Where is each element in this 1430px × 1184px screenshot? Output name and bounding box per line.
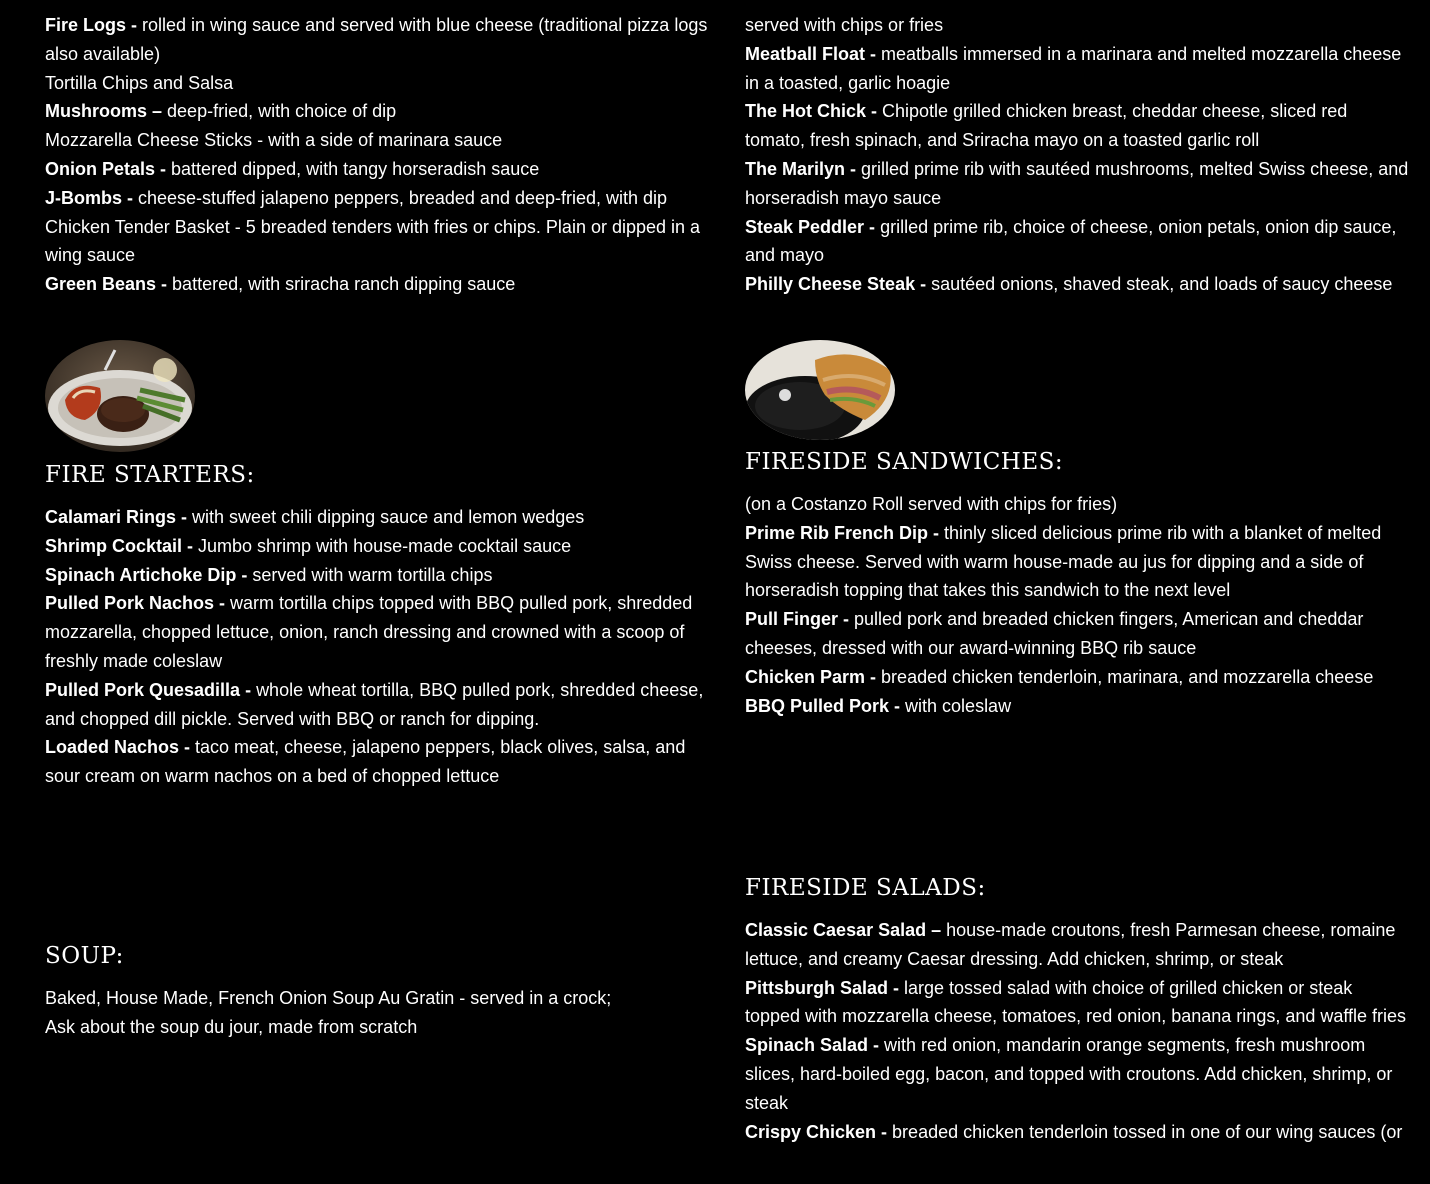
menu-item: Mozzarella Cheese Sticks - with a side of marinara sauce — [45, 130, 503, 151]
menu-item: J-Bombs - cheese-stuffed jalapeno peppers, breaded and deep-fried, with dip — [45, 187, 668, 208]
steak-lobster-photo — [45, 340, 195, 452]
menu-item: Crispy Chicken - breaded chicken tenderloin tossed in one of our wing sauces (or — [745, 1121, 1403, 1142]
menu-item: Meatball Float - meatballs immersed in a marinara and melted mozzarella cheese in a toasted, garlic hoagie — [745, 43, 1402, 93]
sandwiches-section — [745, 449, 1410, 720]
menu-item: Prime Rib French Dip - thinly sliced delicious prime rib with a blanket of melted Swiss cheese. Served with warm house-made au jus for dipping and a side of horseradish topping that takes this sandwich to the next level — [745, 522, 1382, 601]
section-heading: FIRE STARTERS: — [45, 462, 255, 488]
menu-item: Green Beans - battered, with sriracha ranch dipping sauce — [45, 274, 516, 295]
section-heading: FIRESIDE SANDWICHES: — [745, 449, 1064, 475]
croissant-sandwich-photo — [745, 340, 895, 440]
menu-item: Tortilla Chips and Salsa — [45, 72, 234, 93]
menu-item: Pulled Pork Nachos - warm tortilla chips topped with BBQ pulled pork, shredded mozzarella, chopped lettuce, onion, ranch dressing and crowned with a scoop of freshly made coleslaw — [45, 593, 693, 671]
menu-item: Pulled Pork Quesadilla - whole wheat tortilla, BBQ pulled pork, shredded cheese, and chopped dill pickle. Served with BBQ or ranch for dipping. — [45, 679, 704, 729]
menu-item: Calamari Rings - with sweet chili dipping sauce and lemon wedges — [45, 507, 585, 527]
menu-item: Fire Logs - rolled in wing sauce and served with blue cheese (traditional pizza logs also available) — [45, 15, 708, 64]
menu-item: Philly Cheese Steak - sautéed onions, shaved steak, and loads of saucy cheese — [745, 274, 1393, 295]
menu-item: Loaded Nachos - taco meat, cheese, jalapeno peppers, black olives, salsa, and sour cream on warm nachos on a bed of chopped lettuce — [45, 737, 686, 787]
menu-item: Mushrooms – deep-fried, with choice of dip — [45, 101, 397, 122]
menu-item: Steak Peddler - grilled prime rib, choice of cheese, onion petals, onion dip sauce, and mayo — [745, 216, 1397, 266]
menu-item: Chicken Tender Basket - 5 breaded tenders with fries or chips. Plain or dipped in a wing sauce — [45, 216, 701, 266]
menu-item: Onion Petals - battered dipped, with tangy horseradish sauce — [45, 158, 540, 179]
right-top-list — [745, 11, 1410, 299]
menu-item: The Hot Chick - Chipotle grilled chicken breast, cheddar cheese, sliced red tomato, fresh spinach, and Sriracha mayo on a toasted garlic roll — [745, 101, 1348, 151]
menu-item: Pittsburgh Salad - large tossed salad with choice of grilled chicken or steak topped with mozzarella cheese, tomatoes, red onion, banana rings, and waffle fries — [745, 977, 1407, 1027]
left-top-list — [45, 11, 710, 299]
menu-item: (on a Costanzo Roll served with chips for fries) — [745, 494, 1118, 514]
soup-section — [45, 943, 710, 1042]
fire-starters-section — [45, 462, 710, 791]
menu-item: Shrimp Cocktail - Jumbo shrimp with house-made cocktail sauce — [45, 535, 572, 556]
menu-item: BBQ Pulled Pork - with coleslaw — [745, 695, 1012, 716]
menu-item: Pull Finger - pulled pork and breaded chicken fingers, American and cheddar cheeses, dressed with our award-winning BBQ rib sauce — [745, 609, 1364, 658]
salads-section — [745, 875, 1410, 1146]
menu-item: Ask about the soup du jour, made from scratch — [45, 1016, 418, 1037]
section-heading: FIRESIDE SALADS: — [745, 875, 986, 901]
section-heading: SOUP: — [45, 943, 124, 969]
menu-item: Chicken Parm - breaded chicken tenderloin, marinara, and mozzarella cheese — [745, 666, 1374, 687]
menu-item: Baked, House Made, French Onion Soup Au Gratin - served in a crock; — [45, 988, 612, 1008]
menu-item: The Marilyn - grilled prime rib with sautéed mushrooms, melted Swiss cheese, and horseradish mayo sauce — [745, 158, 1409, 208]
menu-item: Classic Caesar Salad – house-made croutons, fresh Parmesan cheese, romaine lettuce, and creamy Caesar dressing. Add chicken, shrimp, or steak — [745, 920, 1396, 969]
menu-item: Spinach Artichoke Dip - served with warm tortilla chips — [45, 564, 493, 585]
menu-item: served with chips or fries — [745, 15, 944, 35]
menu-item: Spinach Salad - with red onion, mandarin orange segments, fresh mushroom slices, hard-boiled egg, bacon, and topped with croutons. Add chicken, shrimp, or steak — [745, 1035, 1393, 1113]
